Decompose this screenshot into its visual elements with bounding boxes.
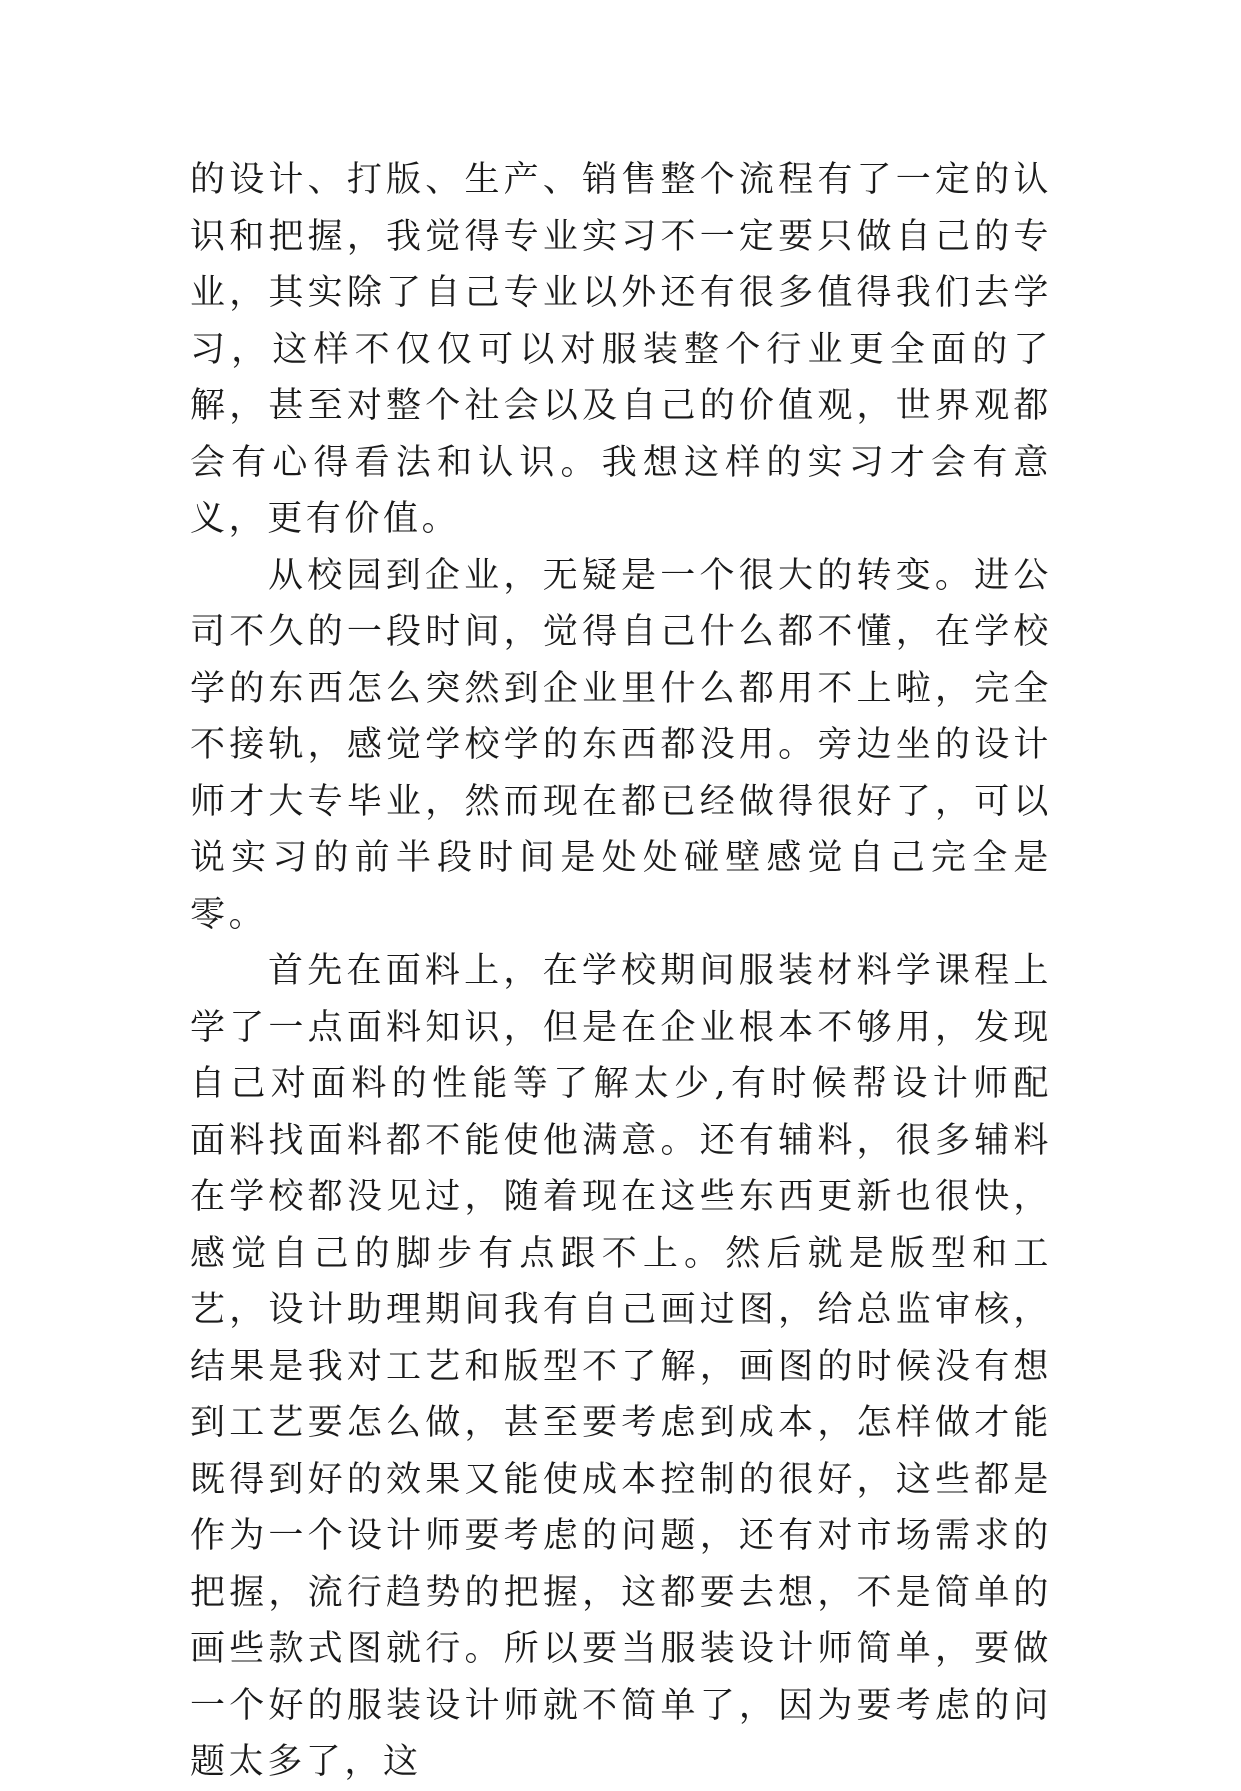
paragraph-fabric-and-craft: 首先在面料上，在学校期间服装材料学课程上学了一点面料知识，但是在企业根本不够用，发现自己对面料的性能等了解太少,有时候帮设计师配面料找面料都不能使他满意。还有辅料，很多辅料在学校都没见过，随着现在这些东西更新也很快，感觉自己的脚步有点跟不上。然后就是版型和工艺，设计助理期间我有自己画过图，给总监审核，结果是我对工艺和版型不了解，画图的时候没有想到工艺要怎么做，甚至要考虑到成本，怎样做才能既得到好的效果又能使成本控制的很好，这些都是作为一个设计师要考虑的问题，还有对市场需求的把握，流行趋势的把握，这都要去想，不是简单的画些款式图就行。所以要当服装设计师简单，要做一个好的服装设计师就不简单了，因为要考虑的问题太多了，这 — [190, 951, 1052, 1782]
paragraph-campus-to-enterprise: 从校园到企业，无疑是一个很大的转变。进公司不久的一段时间，觉得自己什么都不懂，在学校学的东西怎么突然到企业里什么都用不上啦，完全不接轨，感觉学校学的东西都没用。旁边坐的设计师才大专毕业，然而现在都已经做得很好了，可以说实习的前半段时间是处处碰壁感觉自己完全是零。 — [190, 555, 1052, 935]
document-body — [190, 152, 1052, 1791]
paragraph-continuation: 的设计、打版、生产、销售整个流程有了一定的认识和把握，我觉得专业实习不一定要只做自己的专业，其实除了自己专业以外还有很多值得我们去学习，这样不仅仅可以对服装整个行业更全面的了解，甚至对整个社会以及自己的价值观，世界观都会有心得看法和认识。我想这样的实习才会有意义，更有价值。 — [190, 160, 1052, 539]
